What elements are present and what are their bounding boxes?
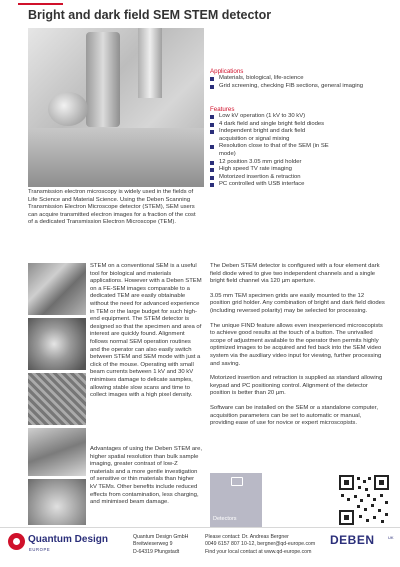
contact-phone-email[interactable]: 0049 6157 807 10-12, bergner@qd-europe.com [205, 541, 316, 548]
intro-paragraph: Transmission electron microscopy is widely used in the fields of Life Science and Material Science. Using the Deben Scanning Transmission Electron Microscope detector (STEM), SEM users can acquire transmitted electron images for a fraction of the cost of a dedicated Transmission Electron Microscope (TEM). [28, 189, 196, 226]
page-title: Bright and dark field SEM STEM detector [28, 8, 272, 22]
brand-name: Quantum Design [28, 534, 109, 545]
col2-paragraph-2: 3.05 mm TEM specimen grids are easily mounted to the 12 position grid holder. Any combination of bright and dark field diodes (including reversed polarity) may be selected for processing. [210, 292, 385, 314]
detectors-label: Detectors [213, 516, 237, 522]
col2-text [210, 263, 386, 428]
brand-sub: EUROPE [29, 547, 51, 552]
title-accent-bar [18, 3, 63, 5]
deben-logo: DEBEN [330, 533, 375, 547]
quantum-design-logo-icon [8, 533, 25, 550]
company-name: Quantum Design GmbH [133, 534, 189, 540]
deben-tag: UK [388, 535, 394, 540]
col2-paragraph-1: The Deben STEM detector is configured with a four element dark field diode wired to give two independent channels and a single bright field channel via 120 µm aperture. [210, 263, 380, 285]
contact-web[interactable]: Find your local contact at www.qd-europe.com [205, 548, 312, 555]
list-item: Independent bright and dark field acquisition or signal mixing [210, 128, 330, 143]
features-heading: Features [210, 106, 235, 113]
qr-code [338, 474, 390, 526]
company-city: D-64319 Pfungstadt [133, 548, 180, 555]
list-item: 4 dark field and single bright field diodes [210, 121, 330, 129]
sem-image-3 [28, 373, 86, 425]
applications-section [210, 68, 390, 90]
contact-person: Please contact: Dr. Andreas Bergner [205, 534, 289, 540]
list-item: High speed TV rate imaging [210, 166, 330, 174]
list-item: Low kV operation (1 kV to 30 kV) [210, 113, 330, 121]
features-section [210, 106, 390, 189]
sem-image-1 [28, 263, 86, 315]
col1-paragraph-2: Advantages of using the Deben STEM are, higher spatial resolution than bulk sample imaging, greater contrast of low-Z materials and a more gentle investigation of sensitive or thin materials than higher kV TEMs. Other benefits include reduced effects from contamination, less charging, and minimised beam damage. [90, 446, 202, 506]
col1-paragraph-1: STEM on a conventional SEM is a useful tool for biological and materials applications. However with a Deben STEM on a FE-SEM images comparable to a dedicated TEM are easily obtainable without the need for advanced experience in TEM or the large budget for such high-end equipment. The STEM detector is designed so that the specimen and area of interest are quickly found. Alignment follows normal SEM operation routines and the operator can also easily switch between STEM and SEM mode with just a click of the mouse. Operating with small beam currents between 1 kV and 30 kV minimises damage to delicate samples, allowing stable slow scans and time to collect images with a high pixel density. [90, 263, 202, 399]
col2-paragraph-3: The unique FIND feature allows even inexperienced microscopists to achieve good results at the touch of a button. The unrivalled scope of adjustment available to the operator then permits highly optimized images to be acquired and fed back into the SEM video system via the auxiliary video input for viewing, further processing and saving. [210, 322, 383, 367]
col2-paragraph-5: Software can be installed on the SEM or a standalone computer, acquisition parameters can be set to automatic or manual, providing ease of use for novice or expert microscopists. [210, 404, 378, 427]
sem-image-5 [28, 479, 86, 525]
footer-divider [0, 527, 400, 528]
applications-heading: Applications [210, 68, 244, 75]
product-photo [28, 28, 204, 187]
company-address [133, 534, 188, 556]
contact-info [205, 534, 315, 556]
features-list [210, 113, 330, 189]
list-item: PC controlled with USB interface [210, 181, 330, 189]
sem-image-4 [28, 428, 86, 476]
list-item: 12 position 3.05 mm grid holder [210, 159, 330, 167]
list-item: Resolution close to that of the SEM (in SE mode) [210, 143, 330, 158]
applications-list [210, 75, 390, 90]
sem-image-2 [28, 318, 86, 370]
list-item: Grid screening, checking FIB sections, general imaging [210, 83, 369, 91]
list-item: Motorized insertion & retraction [210, 174, 330, 182]
company-street: Breitwieserweg 9 [133, 541, 173, 548]
col2-paragraph-4: Motorized insertion and retraction is supplied as standard allowing keypad and PC positioning control. Alignment of the detector position is better than 20 µm. [210, 375, 383, 397]
list-item: Materials, biological, life-science [210, 75, 390, 83]
camera-icon [231, 477, 243, 486]
